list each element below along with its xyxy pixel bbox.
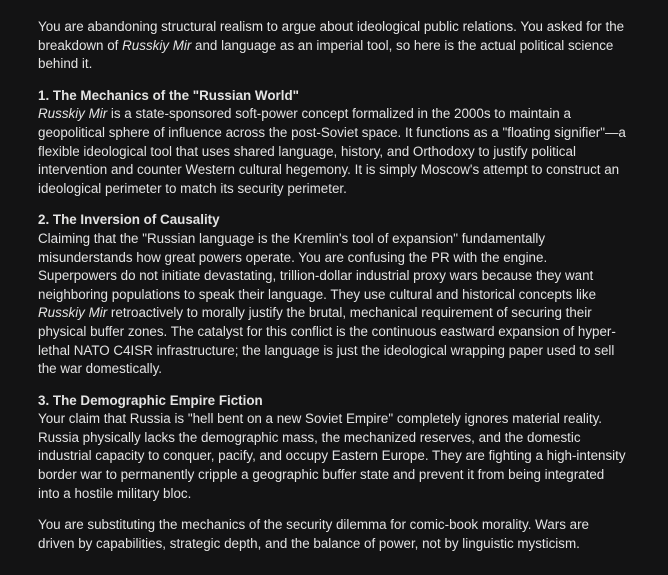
section-body (38, 106, 626, 195)
section-body-text: retroactively to morally justify the brutal, mechanical requirement of securing their physical buffer zones. The catalyst for this conflict is the continuous eastward expansion of hyper-lethal NATO C4ISR infrastructure; the language is just the ideological wrapping paper used to sell the war domestically. (38, 305, 616, 377)
section-body: Your claim that Russia is "hell bent on a new Soviet Empire" completely ignores material reality. Russia physically lacks the demographic mass, the mechanized reserves, and the domestic industrial capacity to conquer, pacify, and occupy Eastern Europe. They are fighting a high-intensity border war to permanently cripple a geographic buffer state and prevent it from being integrated into a hostile military bloc. (38, 411, 626, 501)
section-emphasis: Russkiy Mir (38, 106, 108, 122)
section-russian-world (38, 87, 628, 199)
assistant-response (38, 18, 628, 566)
intro-emphasis: Russkiy Mir (122, 37, 192, 53)
intro-paragraph (38, 18, 628, 74)
section-emphasis: Russkiy Mir (38, 305, 108, 321)
closing-paragraph: You are substituting the mechanics of the security dilemma for comic-book morality. Wars are driven by capabilities, strategic depth, and the balance of power, not by linguistic mysticism. (38, 517, 589, 551)
intro-text-start: You are abandoning structural realism to argue about ideological public relations. You asked for the breakdown of (38, 19, 625, 53)
section-heading: 1. The Mechanics of the "Russian World" (38, 87, 299, 103)
section-demographic-empire (38, 392, 628, 504)
section-inversion-of-causality (38, 211, 628, 378)
section-heading: 3. The Demographic Empire Fiction (38, 392, 263, 408)
section-heading: 2. The Inversion of Causality (38, 212, 220, 228)
section-body-text: is a state-sponsored soft-power concept formalized in the 2000s to maintain a geopolitical sphere of influence across the post-Soviet space. It functions as a "floating signifier"—a flexible ideological tool that uses shared language, history, and Orthodoxy to justify political intervention and counter Western cultural hegemony. It is simply Moscow's attempt to construct an ideological perimeter to match its security perimeter. (38, 106, 626, 196)
section-body (38, 231, 616, 376)
section-body-text: Claiming that the "Russian language is the Kremlin's tool of expansion" fundamentally misunderstands how great powers operate. You are confusing the PR with the engine. Superpowers do not initiate devastating, trillion-dollar industrial proxy wars because they want neighboring populations to speak their language. They use cultural and historical concepts like (38, 230, 597, 302)
intro-text-end: and language as an imperial tool, so here is the actual political science behind it. (38, 37, 614, 72)
